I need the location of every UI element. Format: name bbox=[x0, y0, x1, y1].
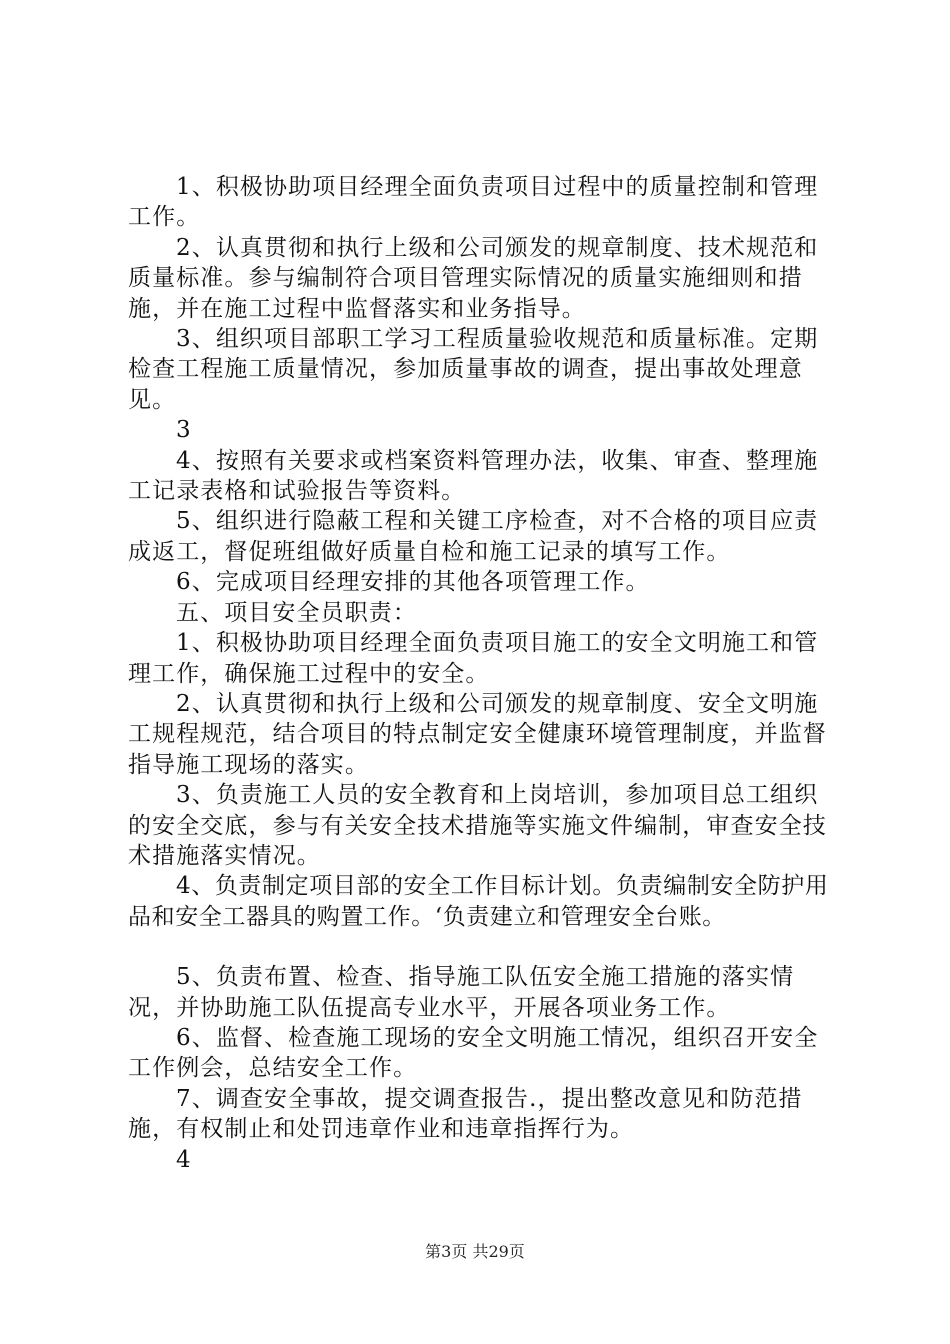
paragraph-safety-6: 6、监督、检查施工现场的安全文明施工情况，组织召开安全工作例会，总结安全工作。 bbox=[128, 1024, 819, 1082]
paragraph-quality-3: 3、组织项目部职工学习工程质量验收规范和质量标准。定期检查工程施工质量情况，参加质量事故的调查，提出事故处理意见。 bbox=[128, 326, 819, 413]
document-body bbox=[128, 172, 840, 1175]
paragraph-quality-4: 4、按照有关要求或档案资料管理办法，收集、审查、整理施工记录表格和试验报告等资料。 bbox=[128, 447, 819, 505]
paragraph-quality-6: 6、完成项目经理安排的其他各项管理工作。 bbox=[176, 569, 650, 596]
paragraph-safety-5: 5、负责布置、检查、指导施工队伍安全施工措施的落实情况，并协助施工队伍提高专业水平，开展各项业务工作。 bbox=[128, 964, 795, 1021]
paragraph-quality-5: 5、组织进行隐蔽工程和关键工序检查，对不合格的项目应责成返工，督促班组做好质量自检和施工记录的填写工作。 bbox=[128, 508, 819, 565]
paragraph-quality-2: 2、认真贯彻和执行上级和公司颁发的规章制度、技术规范和质量标准。参与编制符合项目管理实际情况的质量实施细则和措施，并在施工过程中监督落实和业务指导。 bbox=[128, 234, 819, 322]
paragraph-safety-1: 1、积极协助项目经理全面负责项目施工的安全文明施工和管理工作，确保施工过程中的安全。 bbox=[128, 630, 819, 687]
page-marker-4: 4 bbox=[176, 1146, 192, 1173]
section-heading-safety-officer: 五、项目安全员职责： bbox=[176, 599, 417, 626]
paragraph-safety-3: 3、负责施工人员的安全教育和上岗培训，参加项目总工组织的安全交底，参与有关安全技术措施等实施文件编制，审查安全技术措施落实情况。 bbox=[128, 782, 827, 869]
paragraph-safety-4: 4、负责制定项目部的安全工作目标计划。负责编制安全防护用品和安全工器具的购置工作。‘负责建立和管理安全台账。 bbox=[128, 873, 829, 930]
page-marker-3: 3 bbox=[176, 417, 192, 444]
paragraph-quality-1: 1、积极协助项目经理全面负责项目过程中的质量控制和管理工作。 bbox=[128, 174, 819, 231]
paragraph-safety-7: 7、调查安全事故，提交调查报告.，提出整改意见和防范措施，有权制止和处罚违章作业和违章指挥行为。 bbox=[128, 1085, 803, 1143]
paragraph-safety-2: 2、认真贯彻和执行上级和公司颁发的规章制度、安全文明施工规程规范，结合项目的特点制定安全健康环境管理制度，并监督指导施工现场的落实。 bbox=[128, 690, 827, 778]
page-footer: 第3页 共29页 bbox=[425, 1242, 525, 1261]
